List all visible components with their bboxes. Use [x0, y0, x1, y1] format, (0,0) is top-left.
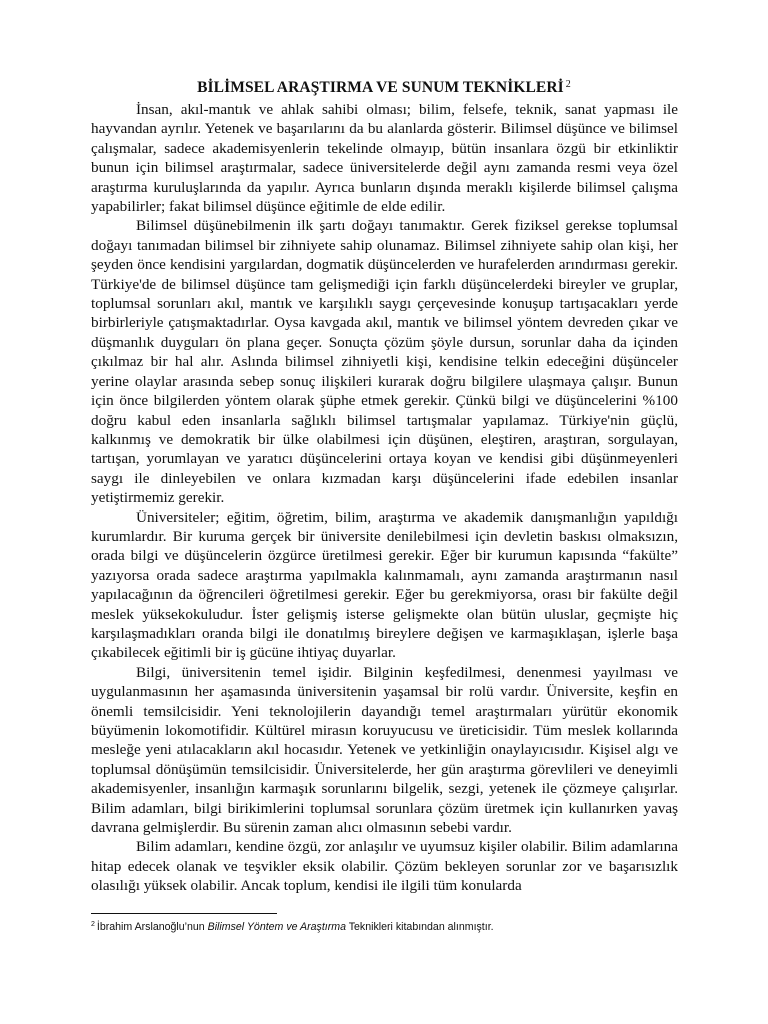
footnote-book-title: Bilimsel Yöntem ve Araştırma [207, 921, 346, 933]
document-body [91, 100, 678, 896]
title-text: BİLİMSEL ARAŞTIRMA VE SUNUM TEKNİKLERİ [197, 79, 564, 96]
footnote-separator [91, 913, 277, 914]
footnote-mark: 2 [91, 921, 95, 928]
paragraph-4: Bilgi, üniversitenin temel işidir. Bilginin keşfedilmesi, denenmesi yayılması ve uygulanmasının her aşamasında üniversitenin yaşamsal bir rolü vardır. Üniversite, keşfin en önemli temsilcisidir. Yeni teknolojilerin dayandığı temel araştırmaları yürütür ekonomik büyümenin lokomotifidir. Kültürel mirasın koruyucusu ve üreticisidir. Tüm meslek kollarında mesleğe yeni atılacakların akıl hocasıdır. Yetenek ve yetkinliğin onaylayıcısıdır. Kişisel algı ve toplumsal dönüşümün temsilcisidir. Üniversitelerde, her gün araştırma görevlileri ve deneyimli akademisyenler, insanlığın karmaşık sorunlarını bilgelik, sezgi, yetenek ile çözmeye çalışırlar. Bilim adamları, bilgi birikimlerini toplumsal sorunlara çözüm üretmek için kullanırken yavaş davrana gelmişlerdir. Bu sürenin zaman alıcı olmasının sebebi vardır. [91, 663, 678, 837]
paragraph-3: Üniversiteler; eğitim, öğretim, bilim, araştırma ve akademik danışmanlığın yapıldığı kurumlardır. Bir kuruma gerçek bir üniversite denilebilmesi için devletin baskısı olmaksızın, orada bilgi ve düşüncelerin özgürce üretilmesi gerekir. Eğer bir kurumun kapısında “fakülte” yazıyorsa orada sadece araştırma yapılmakla kalınmamalı, aynı zamanda araştırmanın nasıl yapılacağının da öğrencileri öğretilmesi gerekir. Eğer bu gerekmiyorsa, orası bir fakülte değil meslek yüksekokuludur. İster gelişmiş isterse gelişmekte olan bütün uluslar, geçmişte hiç karşılaşmadıkları oranda bilgi ile donatılmış bireylere değişen ve karmaşıklaşan, işlerle başa çıkabilecek eğitimli bir iş gücüne ihtiyaç duyarlar. [91, 508, 678, 662]
footnote-text-before: İbrahim Arslanoğlu’nun [96, 921, 208, 933]
footnote [91, 921, 691, 933]
paragraph-5: Bilim adamları, kendine özgü, zor anlaşılır ve uyumsuz kişiler olabilir. Bilim adamlarına hitap edecek olanak ve teşvikler eksik olabilir. Çözüm bekleyen sorunlar zor ve başarısızlık olasılığı yüksek olabilir. Ancak toplum, kendisi ile ilgili tüm konularda [91, 838, 678, 895]
title-footnote-mark: 2 [565, 79, 571, 90]
paragraph-2: Bilimsel düşünebilmenin ilk şartı doğayı tanımaktır. Gerek fiziksel gerekse toplumsal doğayı tanımadan bilimsel bir zihniyete sahip olunamaz. Bilimsel zihniyete sahip olan kişi, her şeyden önce kendisini yargılardan, dogmatik düşüncelerden ve hurafelerden arındırması gerekir. Türkiye'de de bilimsel düşünce tam gelişmediği için farklı düşüncelerdeki bireyler ve gruplar, toplumsal sorunları akıl, mantık ve karşılıklı saygı çerçevesinde konuşup tartışacakları yerde birbirleriyle çatışmaktadırlar. Oysa kavgada akıl, mantık ve bilimsel yöntem devreden çıkar ve düşmanlık duyguları ön plana geçer. Sonuçta çözüm şöyle dursun, sorunlar daha da içinden çıkılmaz bir hal alır. Aslında bilimsel zihniyetli kişi, kendisine telkin edeceğini düşünceler yerine olaylar arasında sebep sonuç ilişkileri kurarak doğru bilgilere ulaşmaya çalışır. Bunun için önce bilgilerden yöntem olarak şüphe etmek gerekir. Çünkü bilgi ve düşüncelerini %100 doğru kabul eden insanlarla sağlıklı bilimsel tartışmalar yapılamaz. Türkiye'nin güçlü, kalkınmış ve demokratik bir ülke olabilmesi için düşünen, eleştiren, araştıran, sorgulayan, tartışan, yorumlayan ve yaratıcı düşüncelerini ortaya koyan ve kendisi gibi düşünmeyenleri saygı ile dinleyebilen ve onlara kızmadan karşı düşüncelerini ifade edebilen insanlar yetiştirmemiz gerekir. [91, 217, 678, 507]
document-title [0, 79, 768, 97]
footnote-text-after: Teknikleri kitabından alınmıştır. [345, 921, 494, 933]
paragraph-1: İnsan, akıl-mantık ve ahlak sahibi olması; bilim, felsefe, teknik, sanat yapması ile hayvandan ayrılır. Yetenek ve başarılarını da bu alanlarda gösterir. Bilimsel düşünce ve bilimsel çalışmalar, sadece akademisyenlerin tekelinde olmayıp, bütün insanlara özgü bir etkinliktir bunun için bilimsel araştırmalar, sadece üniversitelerde değil aynı zamanda resmi veya özel araştırma kuruluşlarında da yapılır. Ayrıca bunların dışında meraklı kişilerde bilimsel çalışma yapabilirler; fakat bilimsel düşünce eğitimle de elde edilir. [91, 101, 678, 216]
